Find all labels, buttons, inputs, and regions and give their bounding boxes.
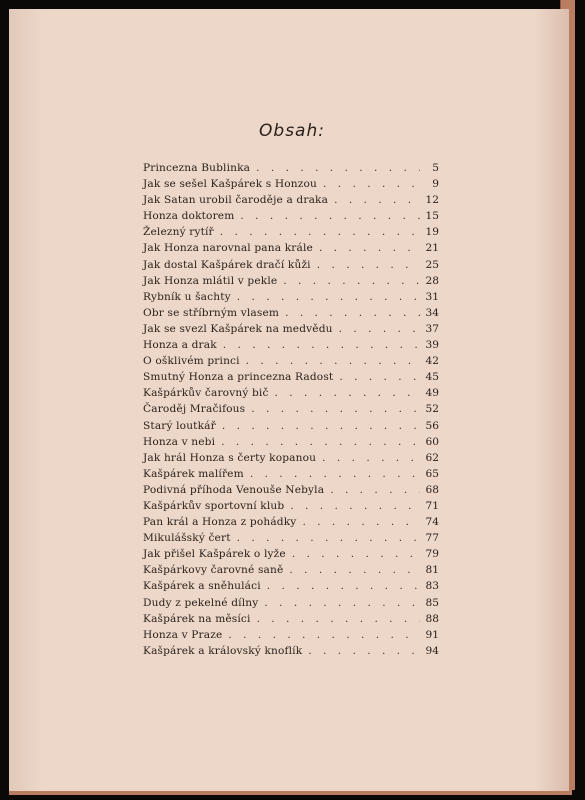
toc-entry-title: Jak dostal Kašpárek dračí kůži <box>143 258 311 271</box>
toc-entry <box>143 532 439 548</box>
toc-entry-page-number: 45 <box>425 371 439 384</box>
dot-leader <box>237 532 420 544</box>
toc-entry-title: Honza a drak <box>143 339 217 352</box>
toc-entry-page-number: 62 <box>425 451 439 464</box>
toc-entry-title: Jak Honza mlátil v pekle <box>143 274 278 287</box>
toc-entry-page-number: 15 <box>425 210 439 223</box>
dot-leader <box>308 645 420 657</box>
toc-entry-page-number: 34 <box>425 306 439 319</box>
toc-entry <box>143 355 439 371</box>
dot-leader <box>319 242 420 254</box>
toc-entry <box>143 226 439 242</box>
toc-entry-page-number: 49 <box>425 387 439 400</box>
toc-entry <box>143 242 439 258</box>
toc-entry <box>143 548 439 564</box>
dot-leader <box>317 259 420 271</box>
toc-entry-page-number: 65 <box>425 467 439 480</box>
toc-entry-title: Jak hrál Honza s čerty kopanou <box>143 451 317 464</box>
toc-entry <box>143 645 439 661</box>
toc-entry-page-number: 91 <box>425 628 439 641</box>
dot-leader <box>289 564 420 576</box>
toc-entry-page-number: 19 <box>425 226 439 239</box>
dot-leader <box>322 452 420 464</box>
dot-leader <box>275 387 420 399</box>
toc-entry-page-number: 25 <box>425 258 439 271</box>
toc-entry-title: Železný rytíř <box>143 226 214 239</box>
dot-leader <box>257 613 420 625</box>
toc-entry-page-number: 21 <box>425 242 439 255</box>
dot-leader <box>339 371 420 383</box>
toc-entry-title: Pan král a Honza z pohádky <box>143 516 297 529</box>
toc-entry-page-number: 56 <box>425 419 439 432</box>
toc-entry-title: Dudy z pekelné dílny <box>143 596 259 609</box>
toc-entry-page-number: 79 <box>425 548 439 561</box>
toc-entry-page-number: 71 <box>425 499 439 512</box>
dot-leader <box>240 210 420 222</box>
toc-entry-title: Jak se sešel Kašpárek s Honzou <box>143 178 317 191</box>
dot-leader <box>323 178 420 190</box>
toc-entry-page-number: 12 <box>425 194 439 207</box>
toc-entry-title: Smutný Honza a princezna Radost <box>143 371 334 384</box>
toc-entry-title: Jak přišel Kašpárek o lyže <box>143 548 286 561</box>
toc-entry-title: O ošklivém princi <box>143 355 240 368</box>
toc-entry-title: Princezna Bublinka <box>143 162 251 174</box>
dot-leader <box>221 436 420 448</box>
toc-entry-title: Mikulášský čert <box>143 532 231 545</box>
dot-leader <box>339 323 420 335</box>
toc-entry-page-number: 52 <box>425 403 439 416</box>
dot-leader <box>330 484 420 496</box>
dot-leader <box>283 275 420 287</box>
toc-entry-title: Rybník u šachty <box>143 290 231 303</box>
toc-entry <box>143 613 439 629</box>
toc-entry-title: Kašpárkovy čarovné saně <box>143 564 284 577</box>
toc-entry <box>143 452 439 468</box>
dot-leader <box>285 307 420 319</box>
toc-entry <box>143 420 439 436</box>
toc-entry-page-number: 9 <box>432 178 439 191</box>
toc-entry <box>143 387 439 403</box>
toc-entry-title: Obr se stříbrným vlasem <box>143 306 280 319</box>
toc-entry-page-number: 42 <box>425 355 439 368</box>
toc-entry-title: Podivná příhoda Venouše Nebyla <box>143 483 325 496</box>
toc-entry-title: Honza v Praze <box>143 628 223 641</box>
toc-entry-page-number: 60 <box>425 435 439 448</box>
toc-entry <box>143 371 439 387</box>
toc-entry <box>143 178 439 194</box>
toc-entry-title: Kašpárek na měsíci <box>143 612 251 625</box>
dot-leader <box>228 629 420 641</box>
table-of-contents <box>143 162 439 661</box>
toc-entry-page-number: 39 <box>425 339 439 352</box>
toc-entry <box>143 629 439 645</box>
dot-leader <box>256 162 420 174</box>
dot-leader <box>246 355 420 367</box>
toc-entry-page-number: 28 <box>425 274 439 287</box>
toc-entry-title: Jak Honza narovnal pana krále <box>143 242 313 255</box>
toc-entry-page-number: 83 <box>425 580 439 593</box>
paper-page <box>9 9 569 791</box>
toc-entry-title: Starý loutkář <box>143 419 216 432</box>
contents-heading: Obsah: <box>259 121 325 141</box>
dot-leader <box>302 516 420 528</box>
toc-entry <box>143 162 439 178</box>
dot-leader <box>237 291 420 303</box>
toc-entry <box>143 468 439 484</box>
toc-entry-title: Kašpárek malířem <box>143 467 244 480</box>
toc-entry-page-number: 77 <box>425 532 439 545</box>
toc-entry-title: Honza v nebi <box>143 435 216 448</box>
dot-leader <box>220 226 420 238</box>
toc-entry <box>143 275 439 291</box>
toc-entry-page-number: 31 <box>425 290 439 303</box>
toc-entry-page-number: 74 <box>425 516 439 529</box>
toc-entry-page-number: 85 <box>425 596 439 609</box>
toc-entry <box>143 194 439 210</box>
toc-entry <box>143 484 439 500</box>
toc-entry-page-number: 5 <box>432 162 439 174</box>
dot-leader <box>251 403 420 415</box>
toc-entry <box>143 500 439 516</box>
dot-leader <box>334 194 420 206</box>
toc-entry <box>143 580 439 596</box>
toc-entry-title: Kašpárkův sportovní klub <box>143 499 285 512</box>
dot-leader <box>223 339 420 351</box>
toc-entry <box>143 259 439 275</box>
toc-entry <box>143 564 439 580</box>
dot-leader <box>290 500 420 512</box>
toc-entry-title: Jak Satan urobil čaroděje a draka <box>143 194 329 207</box>
dot-leader <box>292 548 420 560</box>
toc-entry-title: Kašpárek a královský knoflík <box>143 644 303 657</box>
toc-entry <box>143 597 439 613</box>
dot-leader <box>222 420 420 432</box>
toc-entry-page-number: 81 <box>425 564 439 577</box>
toc-entry <box>143 403 439 419</box>
toc-entry <box>143 291 439 307</box>
toc-entry-page-number: 94 <box>425 644 439 657</box>
dot-leader <box>250 468 420 480</box>
toc-entry-page-number: 37 <box>425 322 439 335</box>
toc-entry-title: Kašpárkův čarovný bič <box>143 387 269 400</box>
toc-entry-title: Čaroděj Mračifous <box>143 403 246 416</box>
toc-entry-title: Honza doktorem <box>143 210 235 223</box>
dot-leader <box>267 580 420 592</box>
toc-entry <box>143 436 439 452</box>
toc-entry <box>143 323 439 339</box>
toc-entry <box>143 307 439 323</box>
toc-entry-title: Kašpárek a sněhuláci <box>143 580 261 593</box>
toc-entry-page-number: 88 <box>425 612 439 625</box>
dot-leader <box>264 597 420 609</box>
toc-entry <box>143 210 439 226</box>
toc-entry-page-number: 68 <box>425 483 439 496</box>
toc-entry <box>143 339 439 355</box>
toc-entry <box>143 516 439 532</box>
toc-entry-title: Jak se svezl Kašpárek na medvědu <box>143 322 333 335</box>
